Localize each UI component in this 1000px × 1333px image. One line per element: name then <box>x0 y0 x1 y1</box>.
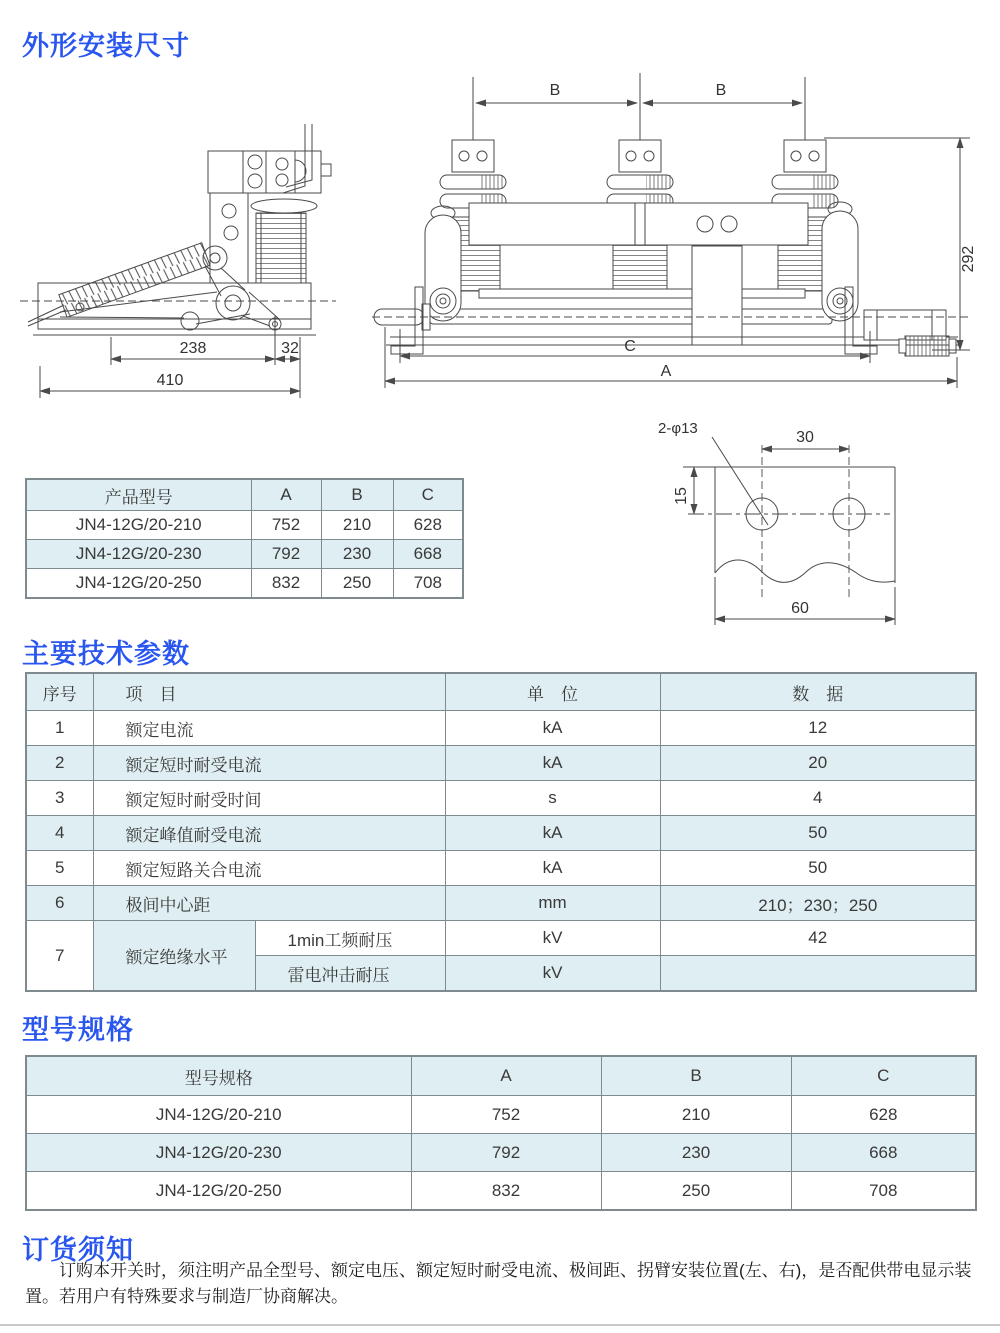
table-cell: JN4-12G/20-230 <box>26 540 251 569</box>
table-cell: JN4-12G/20-210 <box>26 511 251 540</box>
holes-label: 2-φ13 <box>658 420 698 437</box>
section-title-models: 型号规格 <box>22 1015 134 1045</box>
column-header: 产品型号 <box>26 479 251 511</box>
side-view-linework <box>20 124 336 398</box>
table-cell: 230 <box>321 540 393 569</box>
column-header: C <box>791 1056 976 1096</box>
dim-label-238: 238 <box>179 340 207 357</box>
table-cell: 3 <box>26 781 93 816</box>
table-row <box>26 1134 976 1172</box>
table-cell: 628 <box>393 511 463 540</box>
table-cell: 50 <box>660 816 976 851</box>
table-cell: 250 <box>321 569 393 599</box>
dim-label-b1: B <box>549 82 561 99</box>
table-cell: JN4-12G/20-250 <box>26 569 251 599</box>
header-row <box>26 479 463 511</box>
table-cell: 7 <box>26 921 93 992</box>
dim-label-292: 292 <box>960 245 977 273</box>
table-cell: 额定短时耐受电流 <box>93 746 445 781</box>
table-row <box>26 540 463 569</box>
table-cell: JN4-12G/20-210 <box>26 1096 411 1134</box>
table-cell: 668 <box>791 1134 976 1172</box>
table-cell: 752 <box>411 1096 601 1134</box>
table-cell: 250 <box>601 1172 791 1211</box>
table-cell: kV <box>445 956 660 992</box>
table-cell: 50 <box>660 851 976 886</box>
front-view-drawing <box>372 63 990 413</box>
detail-linework <box>658 420 895 625</box>
column-header: A <box>251 479 321 511</box>
table-cell: 832 <box>411 1172 601 1211</box>
table-cell: kA <box>445 851 660 886</box>
table-row <box>26 851 976 886</box>
table-cell: JN4-12G/20-250 <box>26 1172 411 1211</box>
table-cell: 42 <box>660 921 976 956</box>
table-cell: kV <box>445 921 660 956</box>
table-row <box>26 1096 976 1134</box>
table-cell: 雷电冲击耐压 <box>255 956 445 992</box>
dim-label-32: 32 <box>281 340 299 357</box>
dim-label-60: 60 <box>791 600 809 617</box>
section-title-ordering: 订货须知 <box>22 1235 134 1265</box>
table-row <box>26 921 976 956</box>
header-row <box>26 1056 976 1096</box>
column-header: B <box>321 479 393 511</box>
table-cell: 752 <box>251 511 321 540</box>
bottom-divider <box>0 1324 1000 1326</box>
table-row <box>26 1172 976 1211</box>
parameters-table <box>25 672 977 992</box>
dim-label-b2: B <box>715 82 727 99</box>
dim-label-30: 30 <box>796 429 814 446</box>
table-cell: 4 <box>660 781 976 816</box>
table-cell: 2 <box>26 746 93 781</box>
table-cell: kA <box>445 746 660 781</box>
column-header: 数 据 <box>660 673 976 711</box>
table-cell: 额定峰值耐受电流 <box>93 816 445 851</box>
column-header: C <box>393 479 463 511</box>
column-header: B <box>601 1056 791 1096</box>
table-cell: s <box>445 781 660 816</box>
table-cell: 210 <box>601 1096 791 1134</box>
dimension-table <box>25 478 464 599</box>
model-spec-table <box>25 1055 977 1211</box>
table-cell: 792 <box>411 1134 601 1172</box>
table-cell: 832 <box>251 569 321 599</box>
table-cell: 5 <box>26 851 93 886</box>
table-cell: 708 <box>393 569 463 599</box>
table-cell: 792 <box>251 540 321 569</box>
mounting-hole-detail-drawing <box>628 403 995 633</box>
table-cell: 1min工频耐压 <box>255 921 445 956</box>
column-header: 单 位 <box>445 673 660 711</box>
table-cell: 12 <box>660 711 976 746</box>
section-title-parameters: 主要技术参数 <box>22 639 190 669</box>
section-title-outline-dimensions: 外形安装尺寸 <box>22 31 190 61</box>
table-cell: 额定短路关合电流 <box>93 851 445 886</box>
table-cell: mm <box>445 886 660 921</box>
table-cell: 708 <box>791 1172 976 1211</box>
table-cell: 极间中心距 <box>93 886 445 921</box>
table-cell: kA <box>445 711 660 746</box>
column-header: 序号 <box>26 673 93 711</box>
table-row <box>26 746 976 781</box>
table-cell: 210 <box>321 511 393 540</box>
header-row <box>26 673 976 711</box>
table-cell: 210；230；250 <box>660 886 976 921</box>
table-cell: 230 <box>601 1134 791 1172</box>
dim-label-a: A <box>660 363 672 380</box>
ordering-note: 订购本开关时，须注明产品全型号、额定电压、额定短时耐受电流、极间距、拐臂安装位置(左、右)，是否配供带电显示装置。若用户有特殊要求与制造厂协商解决。 <box>25 1261 972 1306</box>
dim-label-15: 15 <box>673 487 690 505</box>
side-view-drawing <box>18 116 350 418</box>
table-row <box>26 569 463 599</box>
dim-label-410: 410 <box>156 372 184 389</box>
table-cell: 668 <box>393 540 463 569</box>
front-view-linework <box>372 73 977 388</box>
table-cell: 20 <box>660 746 976 781</box>
dim-label-c: C <box>624 338 636 355</box>
table-cell: 1 <box>26 711 93 746</box>
table-cell: JN4-12G/20-230 <box>26 1134 411 1172</box>
table-row <box>26 886 976 921</box>
table-cell: kA <box>445 816 660 851</box>
table-cell: 4 <box>26 816 93 851</box>
table-cell: 额定绝缘水平 <box>93 921 255 992</box>
column-header: 项 目 <box>93 673 445 711</box>
table-row <box>26 511 463 540</box>
table-cell <box>660 956 976 992</box>
table-cell: 额定电流 <box>93 711 445 746</box>
table-cell: 额定短时耐受时间 <box>93 781 445 816</box>
column-header: 型号规格 <box>26 1056 411 1096</box>
table-cell: 6 <box>26 886 93 921</box>
table-cell: 628 <box>791 1096 976 1134</box>
table-row <box>26 781 976 816</box>
table-row <box>26 711 976 746</box>
table-row <box>26 816 976 851</box>
column-header: A <box>411 1056 601 1096</box>
